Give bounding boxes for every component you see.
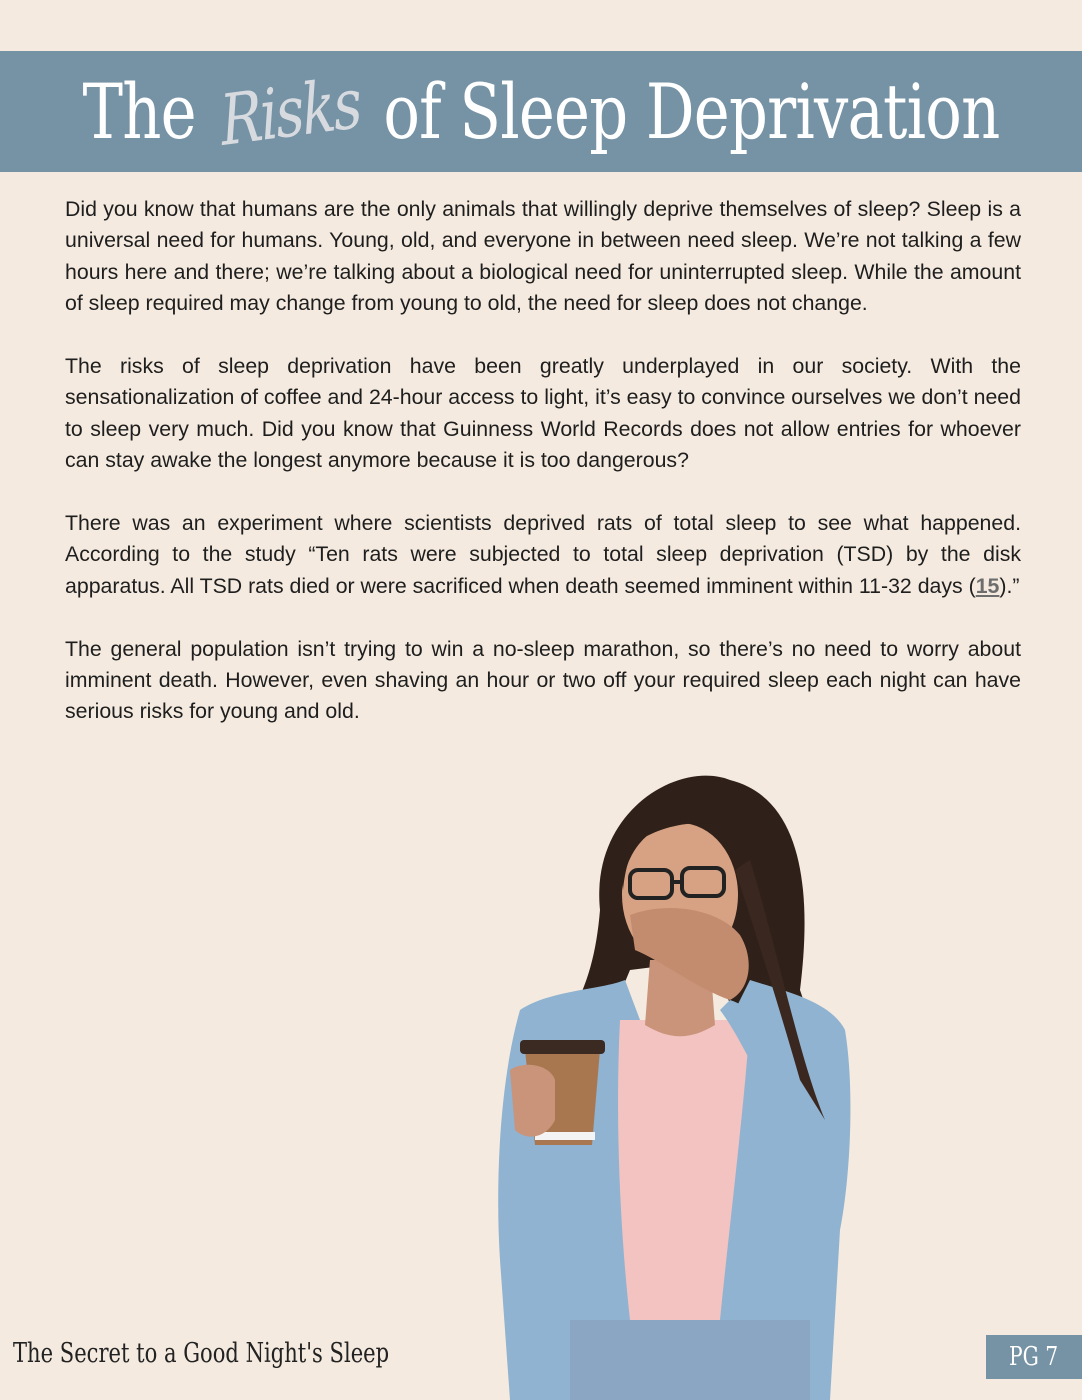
- page-number: PG 7: [1009, 1342, 1059, 1372]
- title-accent-word: Risks: [216, 61, 363, 162]
- paragraph-1: Did you know that humans are the only animals that willingly deprive themselves of sleep? Sleep is a universal need for humans. Young, old, and everyone in between need sleep. We’re not talking a few hours here and there; we’re talking about a biological need for uninterrupted sleep. While the amount of sleep required may change from young to old, the need for sleep does not change.: [65, 197, 1021, 316]
- book-title: The Secret to a Good Night's Sleep: [13, 1338, 390, 1369]
- yawning-woman-photo: [480, 760, 880, 1400]
- page-number-badge: [986, 1335, 1082, 1379]
- paragraph-3-text: There was an experiment where scientists deprived rats of total sleep to see what happened. According to the study “Ten rats were subjected to total sleep deprivation (TSD) by the disk apparatus. All TSD rats died or were sacrificed when death seemed imminent within 11-32 days (: [65, 511, 1021, 598]
- title-suffix: of Sleep Deprivation: [383, 67, 1000, 156]
- title-banner: [0, 51, 1082, 172]
- paragraph-3: [65, 508, 1021, 602]
- paragraph-3-end: ).”: [999, 573, 1020, 598]
- article-body: [65, 194, 1021, 759]
- paragraph-4: The general population isn’t trying to win a no-sleep marathon, so there’s no need to worry about imminent death. However, even shaving an hour or two off your required sleep each night can have serious risks for young and old.: [65, 636, 1021, 724]
- paragraph-2: The risks of sleep deprivation have been greatly underplayed in our society. With the sensationalization of coffee and 24-hour access to light, it’s easy to convince ourselves we don’t need to sleep very much. Did you know that Guinness World Records does not allow entries for whoever can stay awake the longest anymore because it is too dangerous?: [65, 354, 1021, 473]
- citation-link[interactable]: 15: [975, 573, 1000, 598]
- page-title: [82, 51, 1000, 172]
- title-prefix: The: [82, 67, 196, 156]
